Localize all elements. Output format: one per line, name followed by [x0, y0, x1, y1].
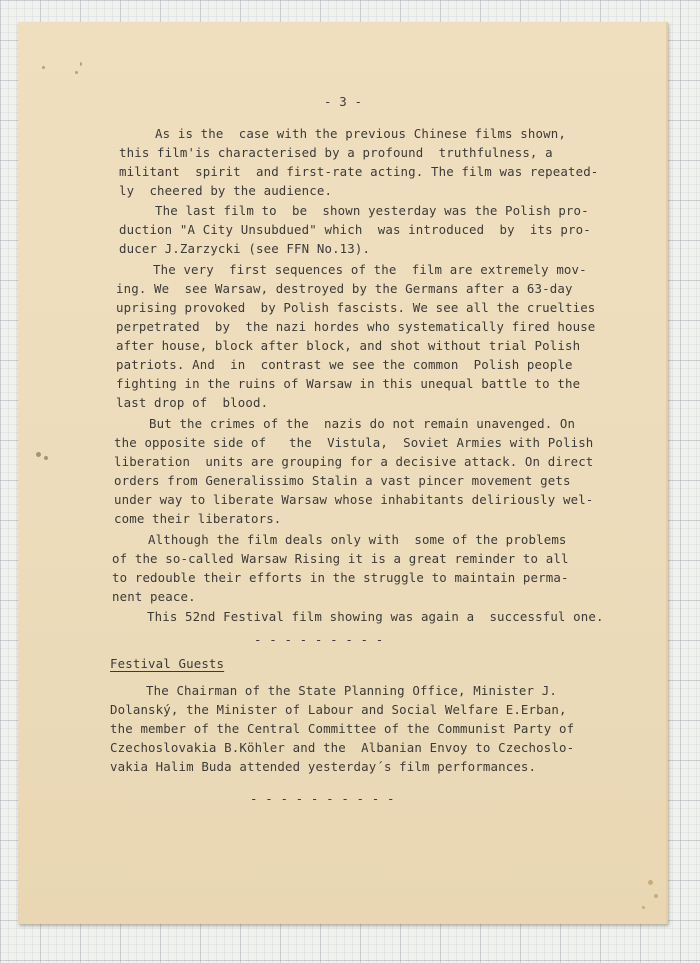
- text-line: last drop of blood.: [116, 395, 269, 410]
- text-line: But the crimes of the nazis do not remain unavenged. On: [149, 416, 576, 431]
- text-line: orders from Generalissimo Stalin a vast pincer movement gets: [114, 473, 571, 488]
- text-line: to redouble their efforts in the struggle to maintain perma-: [112, 570, 569, 585]
- section-separator: - - - - - - - - -: [254, 632, 384, 647]
- text-line: this film'is characterised by a profound truthfulness, a: [119, 145, 553, 160]
- text-line: Dolanský, the Minister of Labour and Social Welfare E.Erban,: [110, 702, 567, 717]
- text-line: come their liberators.: [114, 511, 282, 526]
- text-line: Although the film deals only with some of the problems: [148, 532, 567, 547]
- typewritten-text: [18, 22, 666, 924]
- text-line: ly cheered by the audience.: [119, 183, 333, 198]
- text-line: patriots. And in contrast we see the common Polish people: [116, 357, 573, 372]
- text-line: perpetrated by the nazi hordes who systematically fired house: [116, 319, 596, 334]
- text-line: duction "A City Unsubdued" which was introduced by its pro-: [119, 222, 591, 237]
- text-line: ducer J.Zarzycki (see FFN No.13).: [119, 241, 371, 256]
- text-line: after house, block after block, and shot without trial Polish: [116, 338, 581, 353]
- section-heading: Festival Guests: [110, 656, 225, 671]
- text-line: nent peace.: [112, 589, 196, 604]
- text-line: liberation units are grouping for a decisive attack. On direct: [114, 454, 594, 469]
- text-line: Czechoslovakia B.Köhler and the Albanian Envoy to Czechoslo-: [110, 740, 575, 755]
- text-line: vakia Halim Buda attended yesterday´s film performances.: [110, 759, 537, 774]
- text-line: uprising provoked by Polish fascists. We see all the cruelties: [116, 300, 596, 315]
- text-line: under way to liberate Warsaw whose inhabitants deliriously wel-: [114, 492, 594, 507]
- document-page: [18, 22, 668, 924]
- text-line: As is the case with the previous Chinese films shown,: [155, 126, 566, 141]
- text-line: the opposite side of the Vistula, Soviet Armies with Polish: [114, 435, 594, 450]
- text-line: fighting in the ruins of Warsaw in this unequal battle to the: [116, 376, 581, 391]
- page-number: - 3 -: [324, 94, 363, 109]
- text-line: This 52nd Festival film showing was again a successful one.: [147, 609, 604, 624]
- text-line: The Chairman of the State Planning Office, Minister J.: [146, 683, 557, 698]
- text-line: the member of the Central Committee of the Communist Party of: [110, 721, 575, 736]
- text-line: of the so-called Warsaw Rising it is a great reminder to all: [112, 551, 569, 566]
- end-separator: - - - - - - - - - -: [250, 791, 395, 806]
- text-line: The very first sequences of the film are extremely mov-: [153, 262, 587, 277]
- text-line: The last film to be shown yesterday was the Polish pro-: [155, 203, 589, 218]
- text-line: militant spirit and first-rate acting. The film was repeated-: [119, 164, 599, 179]
- text-line: ing. We see Warsaw, destroyed by the Germans after a 63-day: [116, 281, 573, 296]
